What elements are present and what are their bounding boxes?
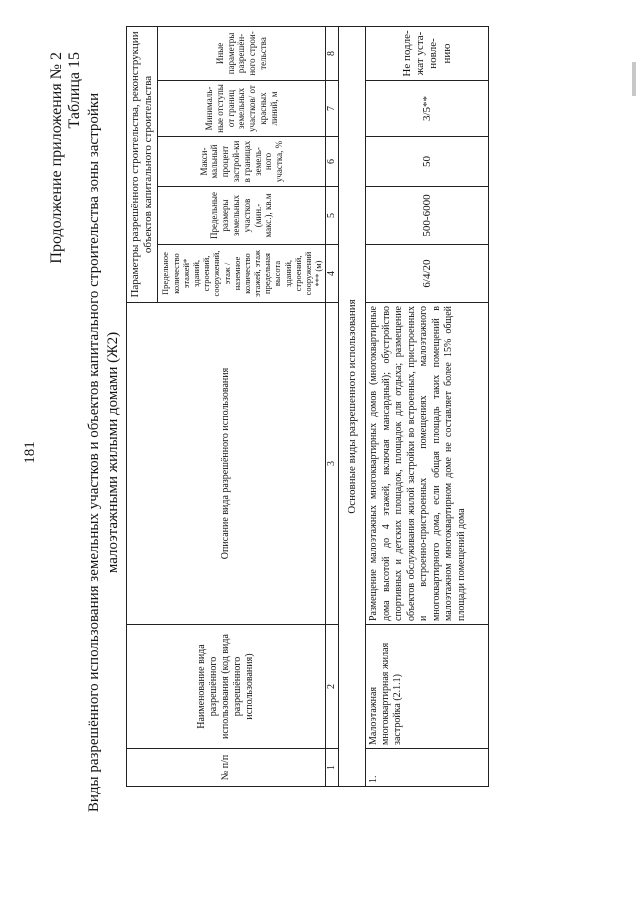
row-area: 500-6000 — [366, 187, 489, 245]
col-number: 4 — [326, 245, 339, 303]
table-title-line-2: малоэтажными жилыми домами (Ж2) — [105, 331, 121, 574]
row-num: 1. — [366, 749, 489, 787]
header-name: Наименование вида разрешённого использования (код вида разрешённого использования) — [127, 625, 326, 749]
section-header: Основные виды разрешенного использования — [339, 26, 366, 786]
header-setback: Минималь-ные отступы от границ земельных участков/ от красных линий, м — [158, 81, 326, 137]
header-description: Описание вида разрешённого использования — [127, 303, 326, 625]
page-number: 181 — [22, 441, 38, 464]
land-use-table — [126, 26, 489, 787]
row-other: Не подле-жат уста-новле-нию — [366, 26, 489, 80]
col-number: 1 — [326, 749, 339, 787]
table-wrapper — [126, 27, 489, 787]
col-number: 6 — [326, 137, 339, 187]
col-number: 2 — [326, 625, 339, 749]
row-description: Размещение малоэтажных многоквартирных домов (многоквартирные дома высотой до 4 этажей, включая мансардный); обустройство спортивных и детских площадок, площадок для отдыха; размещение объектов обслуживания жилой застройки во встроенных, пристроенных и встроенно-пристроенных помещениях малоэтажного многоквартирного дома, если общая площадь таких помещений в малоэтажном многоквартирном доме не составляет более 15% общей площади помещений дома — [366, 303, 489, 625]
row-floors: 6/4/20 — [366, 245, 489, 303]
header-params-group: Параметры разрешённого строительства, реконструкции объектов капитального строительства — [127, 26, 158, 302]
col-number: 7 — [326, 81, 339, 137]
table-row — [366, 26, 489, 786]
table-title-line-1: Виды разрешённого использования земельных участков и объектов капитального строительства зоны застройки — [86, 92, 102, 813]
header-other: Иные параметры разрешён-ного строи-тельства — [158, 26, 326, 80]
row-setback: 3/5** — [366, 81, 489, 137]
col-number: 5 — [326, 187, 339, 245]
margin-mark — [632, 62, 636, 96]
continuation-label: Продолжение приложения № 2 — [48, 52, 65, 264]
header-floors: Предельное количество этажей* зданий, строений, сооружений, этаж / наземное количество этажей, этаж предельная высота зданий, строений, сооружений *** (м) — [158, 245, 326, 303]
header-percent: Макси-мальный процент застрой-ки в границах земель-ного участка, % — [158, 137, 326, 187]
header-num: № п/п — [127, 749, 326, 787]
table-number: Таблица 15 — [66, 52, 83, 129]
row-percent: 50 — [366, 137, 489, 187]
col-number: 8 — [326, 26, 339, 80]
header-area: Предельные размеры земельных участков (мин.- макс.), кв.м — [158, 187, 326, 245]
row-name: Малоэтажная многоквартирная жилая застройка (2.1.1) — [366, 625, 489, 749]
col-number: 3 — [326, 303, 339, 625]
